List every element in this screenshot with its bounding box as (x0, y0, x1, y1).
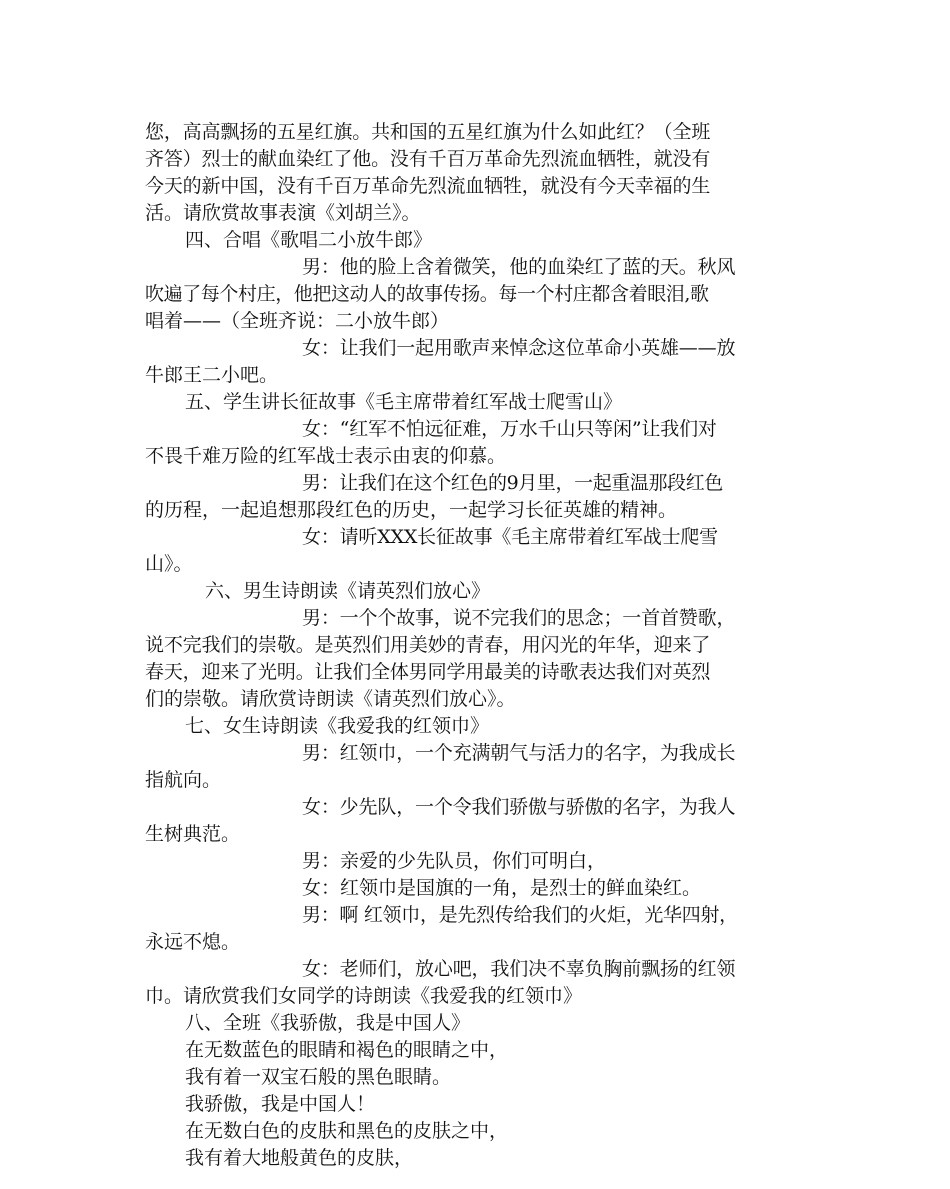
section-heading: 八、全班《我骄傲，我是中国人》 (185, 1012, 471, 1034)
text-line: 齐答）烈士的献血染红了他。没有千百万革命先烈流血牺牲，就没有 (145, 148, 711, 170)
dialogue-line-male: 男：一个个故事，说不完我们的思念；一首首赞歌， (302, 607, 736, 629)
dialogue-line-male: 男：亲爱的少先队员，你们可明白， (302, 850, 607, 872)
section-heading: 六、男生诗朗读《请英烈们放心》 (205, 580, 491, 602)
text-line: 山》。 (145, 553, 193, 575)
text-line: 唱着——（全班齐说：二小放牛郎） (145, 310, 450, 332)
text-line: 不畏千难万险的红军战士表示由衷的仰慕。 (145, 445, 507, 467)
section-heading: 五、学生讲长征故事《毛主席带着红军战士爬雪山》 (185, 391, 623, 413)
text-line: 您，高高飘扬的五星红旗。共和国的五星红旗为什么如此红？（全班 (145, 121, 711, 143)
dialogue-line-female: 女：红领巾是国旗的一角，是烈士的鲜血染红。 (302, 877, 702, 899)
text-line: 的历程，一起追想那段红色的历史，一起学习长征英雄的精神。 (145, 499, 678, 521)
text-line: 吹遍了每个村庄，他把这动人的故事传扬。每一个村庄都含着眼泪,歌 (145, 283, 709, 305)
text-line: 今天的新中国，没有千百万革命先烈流血牺牲，就没有今天幸福的生 (145, 175, 711, 197)
dialogue-line-male: 男：啊 红领巾，是先烈传给我们的火炬，光华四射， (302, 904, 738, 926)
dialogue-line-male: 男：让我们在这个红色的9月里，一起重温那段红色 (302, 472, 723, 494)
text-line: 说不完我们的崇敬。是英烈们用美妙的青春，用闪光的年华，迎来了 (145, 634, 711, 656)
text-line: 春天，迎来了光明。让我们全体男同学用最美的诗歌表达我们对英烈 (145, 661, 711, 683)
poem-line: 在无数白色的皮肤和黑色的皮肤之中， (185, 1120, 509, 1142)
dialogue-line-female: 女：请听XXX长征故事《毛主席带着红军战士爬雪 (302, 526, 718, 548)
text-line: 巾。请欣赏我们女同学的诗朗读《我爱我的红领巾》 (145, 985, 583, 1007)
text-line: 们的崇敬。请欣赏诗朗读《请英烈们放心》。 (145, 688, 516, 710)
poem-line: 我有着大地般黄色的皮肤， (185, 1147, 414, 1169)
dialogue-line-male: 男：他的脸上含着微笑，他的血染红了蓝的天。秋风 (302, 256, 736, 278)
text-line: 指航向。 (145, 769, 222, 791)
text-line: 活。请欣赏故事表演《刘胡兰》。 (145, 202, 421, 224)
dialogue-line-female: 女：少先队，一个令我们骄傲与骄傲的名字，为我人 (302, 796, 736, 818)
section-heading: 七、女生诗朗读《我爱我的红领巾》 (185, 715, 490, 737)
section-heading: 四、合唱《歌唱二小放牛郎》 (185, 229, 433, 251)
dialogue-line-female: 女：老师们，放心吧，我们决不辜负胸前飘扬的红领 (302, 958, 736, 980)
dialogue-line-male: 男：红领巾，一个充满朝气与活力的名字，为我成长 (302, 742, 736, 764)
poem-line: 我有着一双宝石般的黑色眼睛。 (185, 1066, 452, 1088)
poem-line: 在无数蓝色的眼睛和褐色的眼睛之中， (185, 1039, 509, 1061)
text-line: 永远不熄。 (145, 931, 241, 953)
text-line: 牛郎王二小吧。 (145, 364, 279, 386)
dialogue-line-female: 女：让我们一起用歌声来悼念这位革命小英雄——放 (302, 337, 736, 359)
dialogue-line-female: 女：“红军不怕远征难，万水千山只等闲”让我们对 (302, 418, 717, 440)
poem-line: 我骄傲，我是中国人！ (185, 1093, 376, 1115)
text-line: 生树典范。 (145, 823, 241, 845)
